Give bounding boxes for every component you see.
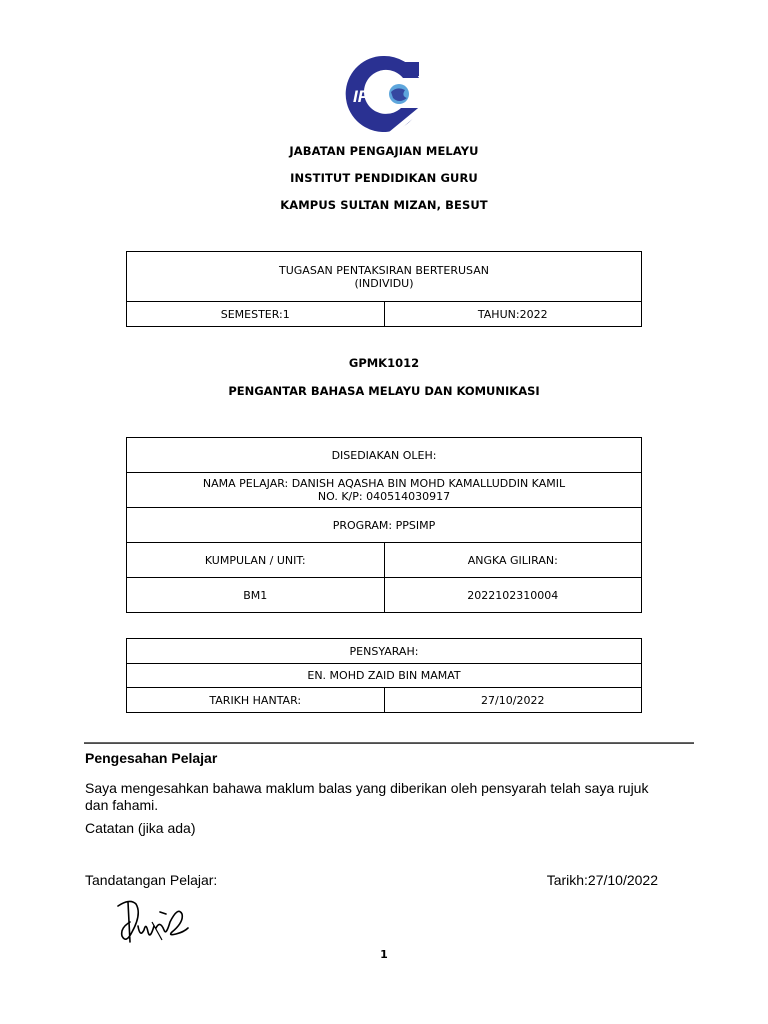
assessment-type: (INDIVIDU)	[354, 276, 414, 290]
group-value: BM1	[127, 578, 385, 613]
assessment-title-cell	[127, 252, 642, 302]
submit-date-value: 27/10/2022	[384, 688, 642, 713]
ipg-logo	[343, 52, 423, 136]
confirmation-title: Pengesahan Pelajar	[85, 750, 218, 766]
lecturer-table	[126, 638, 642, 713]
program-cell: PROGRAM: PPSIMP	[127, 508, 642, 543]
student-info-cell	[127, 473, 642, 508]
department-name: JABATAN PENGAJIAN MELAYU	[289, 144, 479, 158]
lecturer-name: EN. MOHD ZAID BIN MAMAT	[127, 664, 642, 688]
page-number: 1	[380, 948, 388, 961]
notes-label: Catatan (jika ada)	[85, 820, 196, 836]
institute-name: INSTITUT PENDIDIKAN GURU	[290, 171, 478, 185]
confirmation-statement: Saya mengesahkan bahawa maklum balas yang diberikan oleh pensyarah telah saya rujuk dan fahami.	[85, 780, 649, 813]
course-code: GPMK1012	[348, 356, 420, 370]
lecturer-heading: PENSYARAH:	[127, 639, 642, 664]
assessment-title: TUGASAN PENTAKSIRAN BERTERUSAN	[279, 263, 489, 277]
semester-cell: SEMESTER:1	[127, 302, 385, 327]
confirmation-date: Tarikh:27/10/2022	[546, 872, 658, 888]
assessment-table	[126, 251, 642, 327]
prepared-by-table	[126, 437, 642, 613]
prepared-heading: DISEDIAKAN OLEH:	[127, 438, 642, 473]
section-divider	[84, 742, 694, 744]
year-cell: TAHUN:2022	[384, 302, 642, 327]
student-name: NAMA PELAJAR: DANISH AQASHA BIN MOHD KAMALLUDDIN KAMIL	[202, 477, 566, 490]
student-signature	[112, 892, 192, 954]
index-value: 2022102310004	[384, 578, 642, 613]
ic-number: NO. K/P: 040514030917	[317, 490, 451, 503]
group-label: KUMPULAN / UNIT:	[127, 543, 385, 578]
svg-text:IPG: IPG	[353, 87, 383, 106]
campus-name: KAMPUS SULTAN MIZAN, BESUT	[280, 198, 488, 212]
course-name: PENGANTAR BAHASA MELAYU DAN KOMUNIKASI	[228, 384, 540, 398]
signature-label: Tandatangan Pelajar:	[85, 872, 218, 888]
submit-date-label: TARIKH HANTAR:	[127, 688, 385, 713]
index-label: ANGKA GILIRAN:	[384, 543, 642, 578]
